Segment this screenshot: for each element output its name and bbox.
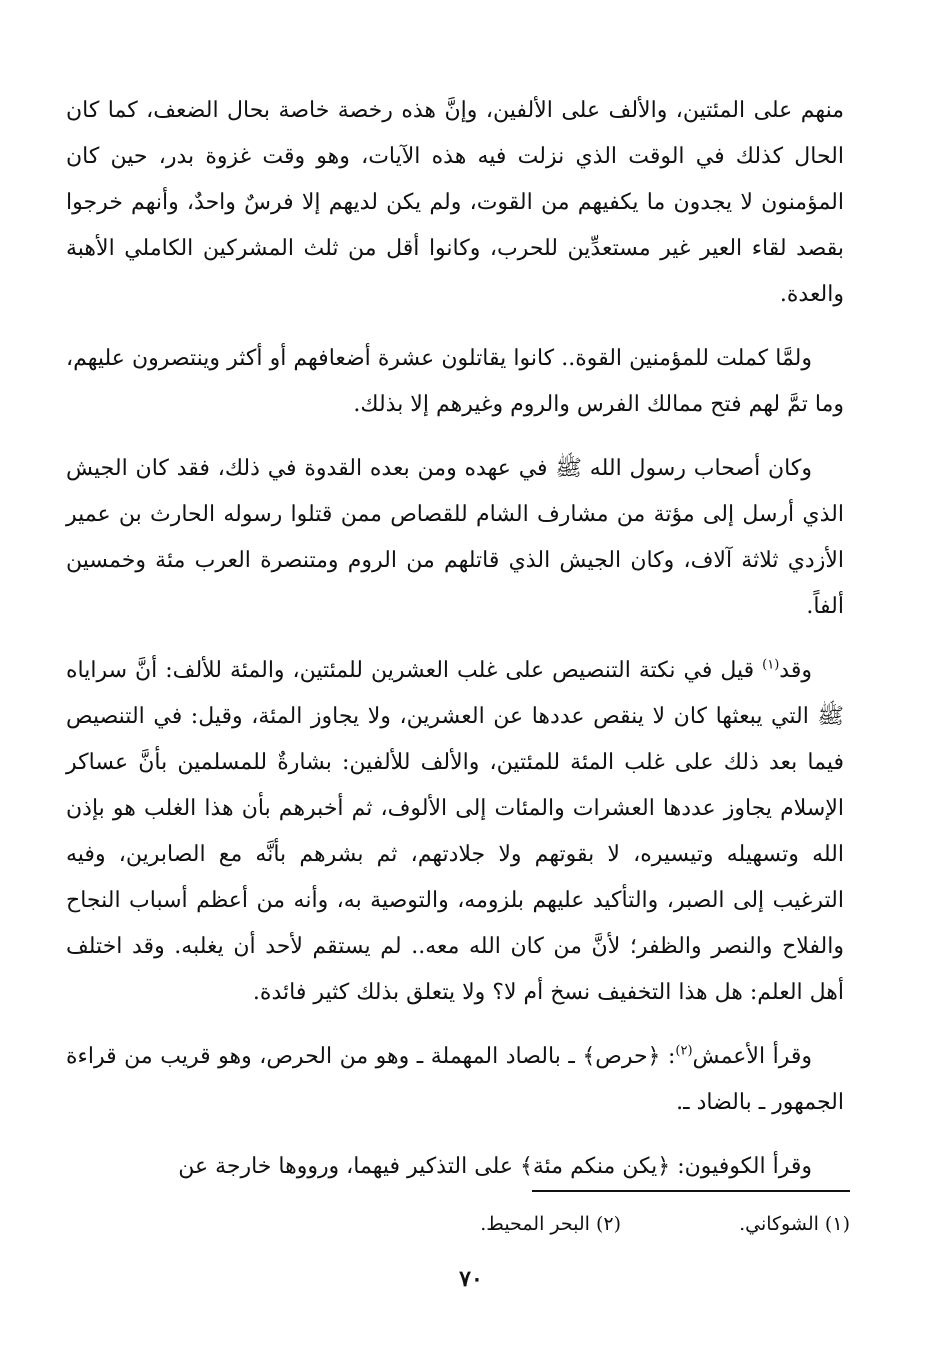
- paragraph-4-text-start: وقد: [779, 658, 812, 683]
- paragraph-1-text: منهم على المئتين، والألف على الألفين، وإنَّ هذه رخصة خاصة بحال الضعف، كما كان الحال كذلك في الوقت الذي نزلت فيه هذه الآيات، وهو وقت غزوة بدر، حين كان المؤمنون لا يجدون ما يكفيهم من القوت، ولم يكن لديهم إلا فرسٌ واحدٌ، وأنهم خرجوا بقصد لقاء العير غير مستعدِّين للحرب، وكانوا أقل من ثلث المشركين الكاملي الأهبة والعدة.: [66, 98, 844, 307]
- paragraph-2-text: ولمَّا كملت للمؤمنين القوة.. كانوا يقاتلون عشرة أضعافهم أو أكثر وينتصرون عليهم، وما تمَّ لهم فتح ممالك الفرس والروم وغيرهم إلا بذلك.: [66, 346, 844, 417]
- paragraph-6-text: وقرأ الكوفيون: ﴿يكن منكم مئة﴾ على التذكير فيهما، ورووها خارجة عن: [178, 1154, 812, 1179]
- paragraph-6: [66, 1144, 844, 1190]
- footnote-1: (١) الشوكاني.: [739, 1213, 850, 1235]
- footnote-2: (٢) البحر المحيط.: [480, 1213, 622, 1235]
- footnote-ref-2: (٢): [675, 1043, 693, 1059]
- paragraph-5-text-rest: : ﴿حرص﴾ ـ بالصاد المهملة ـ وهو من الحرص، وهو قريب من قراءة الجمهور ـ بالضاد ـ.: [66, 1044, 844, 1115]
- paragraph-5: [66, 1034, 844, 1126]
- paragraph-3: [66, 446, 844, 630]
- paragraph-4-text-rest: قيل في نكتة التنصيص على غلب العشرين للمئتين، والمئة للألف: أنَّ سراياه ﷺ التي يبعثها كان لا ينقص عددها عن العشرين، ولا يجاوز المئة، وقيل: في التنصيص فيما بعد ذلك على غلب المئة للمئتين، والألف للألفين: بشارةٌ للمسلمين بأنَّ عساكر الإسلام يجاوز عددها العشرات والمئات إلى الألوف، ثم أخبرهم بأن هذا الغلب هو بإذن الله وتسهيله وتيسيره، لا بقوتهم ولا جلادتهم، ثم بشرهم بأنَّه مع الصابرين، وفيه الترغيب إلى الصبر، والتأكيد عليهم بلزومه، والتوصية به، وأنه من أعظم أسباب النجاح والفلاح والنصر والظفر؛ لأنَّ من كان الله معه.. لم يستقم لأحد أن يغلبه. وقد اختلف أهل العلم: هل هذا التخفيف نسخ أم لا؟ ولا يتعلق بذلك كثير فائدة.: [66, 658, 844, 1005]
- page-number: ٧٠: [459, 1266, 483, 1292]
- body-text: [66, 88, 844, 1208]
- footnotes: [290, 1208, 850, 1240]
- footnote-ref-1: (١): [762, 657, 780, 673]
- paragraph-5-text-start: وقرأ الأعمش: [692, 1044, 812, 1069]
- paragraph-2: [66, 336, 844, 428]
- paragraph-3-text: وكان أصحاب رسول الله ﷺ في عهده ومن بعده القدوة في ذلك، فقد كان الجيش الذي أرسل إلى مؤتة من مشارف الشام للقصاص ممن قتلوا رسوله الحارث بن عمير الأزدي ثلاثة آلاف، وكان الجيش الذي قاتلهم من الروم ومتنصرة العرب مئة وخمسين ألفاً.: [66, 456, 844, 619]
- paragraph-4: [66, 648, 844, 1016]
- footnote-separator: [532, 1190, 850, 1192]
- paragraph-1: [66, 88, 844, 318]
